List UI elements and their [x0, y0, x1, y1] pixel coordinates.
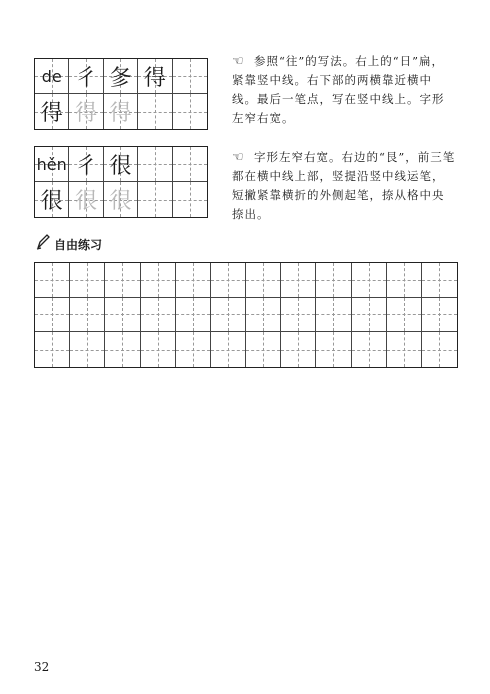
practice-cell[interactable] — [387, 298, 422, 333]
practice-cell[interactable] — [141, 332, 176, 367]
block1-model: 得 — [40, 101, 63, 126]
practice-cell[interactable] — [281, 332, 316, 367]
block1-character: 得 — [143, 65, 166, 91]
block1-trace2: 得 — [109, 101, 132, 126]
block2-character: 很 — [109, 153, 132, 179]
block1-pinyin-cell — [35, 59, 69, 94]
block2-model: 很 — [40, 189, 63, 214]
block1-trace-cell[interactable] — [104, 94, 138, 129]
free-practice-grid — [34, 262, 458, 368]
block1-tip — [232, 52, 456, 128]
practice-cell[interactable] — [105, 298, 140, 333]
practice-cell[interactable] — [352, 298, 387, 333]
block1-grid — [34, 58, 208, 130]
practice-cell[interactable] — [387, 263, 422, 298]
block2-empty-cell[interactable] — [173, 147, 207, 182]
block2-tip-text: 字形左窄右宽。右边的“艮”，前三笔都在横中线上部，竖提沿竖中线运笔，短撇紧靠横折的外侧起笔，捺从格中央捺出。 — [232, 150, 456, 221]
practice-cell[interactable] — [387, 332, 422, 367]
block2-stroke-cell — [69, 147, 103, 182]
block1-empty-cell[interactable] — [173, 94, 207, 129]
practice-cell[interactable] — [316, 263, 351, 298]
block2-grid — [34, 146, 208, 218]
block2-pinyin-cell — [35, 147, 69, 182]
practice-cell[interactable] — [211, 263, 246, 298]
practice-cell[interactable] — [422, 298, 457, 333]
practice-cell[interactable] — [70, 298, 105, 333]
practice-cell[interactable] — [246, 263, 281, 298]
block2-empty-cell[interactable] — [138, 147, 172, 182]
block1-model-cell — [35, 94, 69, 129]
practice-cell[interactable] — [246, 298, 281, 333]
block1-radical: 彳 — [75, 65, 98, 91]
pencil-icon — [36, 234, 50, 250]
practice-cell[interactable] — [422, 332, 457, 367]
block2-model-cell — [35, 182, 69, 217]
block1-empty-cell[interactable] — [173, 59, 207, 94]
free-practice-title-text: 自由练习 — [54, 238, 103, 252]
practice-cell[interactable] — [246, 332, 281, 367]
block1-trace1: 得 — [75, 101, 98, 126]
practice-cell[interactable] — [35, 263, 70, 298]
practice-cell[interactable] — [422, 263, 457, 298]
practice-cell[interactable] — [316, 332, 351, 367]
block1-tip-text: 参照“往”的写法。右上的“日”扁，紧靠竖中线。右下部的两横靠近横中线。最后一笔点，写在竖中线上。字形左窄右宽。 — [232, 54, 445, 125]
practice-cell[interactable] — [352, 332, 387, 367]
practice-cell[interactable] — [176, 332, 211, 367]
block2-trace2: 很 — [109, 189, 132, 214]
practice-cell[interactable] — [176, 263, 211, 298]
practice-cell[interactable] — [176, 298, 211, 333]
pointing-hand-icon: ☜ — [232, 150, 245, 165]
block1-trace-cell[interactable] — [69, 94, 103, 129]
block2-radical: 彳 — [75, 153, 98, 179]
block2-empty-cell[interactable] — [138, 182, 172, 217]
practice-cell[interactable] — [352, 263, 387, 298]
block2-pinyin: hěn — [36, 154, 67, 174]
block2-trace1: 很 — [75, 189, 98, 214]
block1-pinyin: de — [41, 66, 62, 86]
practice-cell[interactable] — [105, 263, 140, 298]
block2-trace-cell[interactable] — [104, 182, 138, 217]
page-number: 32 — [34, 660, 50, 674]
pointing-hand-icon: ☜ — [232, 54, 245, 69]
practice-cell[interactable] — [141, 298, 176, 333]
practice-cell[interactable] — [281, 263, 316, 298]
practice-cell[interactable] — [70, 332, 105, 367]
block2-stroke-cell — [104, 147, 138, 182]
practice-cell[interactable] — [316, 298, 351, 333]
block2-empty-cell[interactable] — [173, 182, 207, 217]
practice-cell[interactable] — [70, 263, 105, 298]
block2-trace-cell[interactable] — [69, 182, 103, 217]
block1-empty-cell[interactable] — [138, 94, 172, 129]
practice-cell[interactable] — [105, 332, 140, 367]
free-practice-title — [54, 236, 102, 253]
practice-cell[interactable] — [35, 298, 70, 333]
practice-cell[interactable] — [211, 298, 246, 333]
practice-cell[interactable] — [211, 332, 246, 367]
practice-cell[interactable] — [35, 332, 70, 367]
practice-cell[interactable] — [281, 298, 316, 333]
block1-stroke-cell — [104, 59, 138, 94]
block1-stroke-cell — [138, 59, 172, 94]
block1-stroke-cell — [69, 59, 103, 94]
block2-tip — [232, 148, 456, 224]
block1-middle: 㣊 — [109, 65, 132, 91]
practice-cell[interactable] — [141, 263, 176, 298]
